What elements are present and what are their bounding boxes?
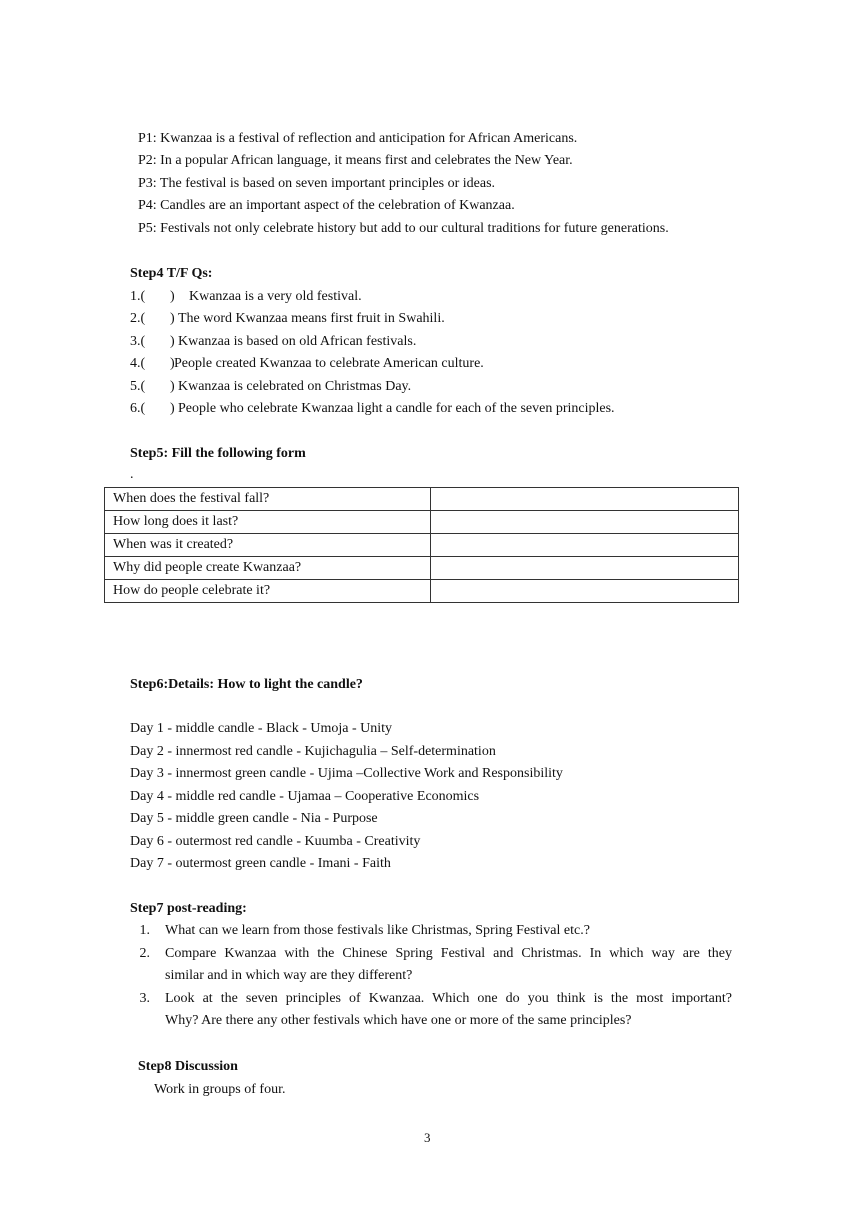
table-row xyxy=(105,557,739,580)
tf-number: 1.( xyxy=(130,289,146,304)
post-reading-question-1: What can we learn from those festivals like Christmas, Spring Festival etc.? xyxy=(165,923,590,938)
form-question: When does the festival fall? xyxy=(105,488,431,511)
form-answer-cell[interactable] xyxy=(431,534,739,557)
tf-statement: People who celebrate Kwanzaa light a candle for each of the seven principles. xyxy=(178,401,615,416)
question-number: 2. xyxy=(139,946,150,961)
step6-heading: Step6:Details: How to light the candle? xyxy=(130,677,363,692)
question-number: 3. xyxy=(139,991,150,1006)
post-reading-question-2-line-2: similar and in which way are they different? xyxy=(165,968,413,983)
tf-number: 4.( xyxy=(130,356,146,371)
day-6-line: Day 6 - outermost red candle - Kuumba - Creativity xyxy=(130,834,421,849)
day-7-line: Day 7 - outermost green candle - Imani - Faith xyxy=(130,856,391,871)
tf-number: 6.( xyxy=(130,401,146,416)
step8-heading: Step8 Discussion xyxy=(138,1059,238,1074)
tf-statement: Kwanzaa is based on old African festivals. xyxy=(178,334,417,349)
form-answer-cell[interactable] xyxy=(431,580,739,603)
tf-bracket-close: ) xyxy=(170,379,175,394)
tf-statement: People created Kwanzaa to celebrate American culture. xyxy=(174,356,484,371)
step8-instruction: Work in groups of four. xyxy=(154,1082,286,1097)
form-question: How do people celebrate it? xyxy=(105,580,431,603)
fill-form-table xyxy=(104,487,739,603)
form-answer-cell[interactable] xyxy=(431,511,739,534)
tf-bracket-close: ) xyxy=(170,289,175,304)
form-question: When was it created? xyxy=(105,534,431,557)
tf-bracket-close: ) xyxy=(170,334,175,349)
tf-number: 2.( xyxy=(130,311,146,326)
table-row xyxy=(105,534,739,557)
form-question: How long does it last? xyxy=(105,511,431,534)
step5-heading: Step5: Fill the following form xyxy=(130,446,306,461)
tf-statement: The word Kwanzaa means first fruit in Swahili. xyxy=(178,311,445,326)
passage-p2: P2: In a popular African language, it means first and celebrates the New Year. xyxy=(138,153,573,168)
tf-bracket-close: ) xyxy=(170,311,175,326)
form-question: Why did people create Kwanzaa? xyxy=(105,557,431,580)
day-5-line: Day 5 - middle green candle - Nia - Purpose xyxy=(130,811,378,826)
post-reading-question-3-line-2: Why? Are there any other festivals which have one or more of the same principles? xyxy=(165,1013,632,1028)
passage-p5: P5: Festivals not only celebrate history but add to our cultural traditions for future generations. xyxy=(138,221,669,236)
passage-p1: P1: Kwanzaa is a festival of reflection and anticipation for African Americans. xyxy=(138,131,578,146)
stray-dot: . xyxy=(130,467,134,482)
tf-statement: Kwanzaa is celebrated on Christmas Day. xyxy=(178,379,412,394)
day-2-line: Day 2 - innermost red candle - Kujichagulia – Self-determination xyxy=(130,744,496,759)
table-row xyxy=(105,488,739,511)
question-number: 1. xyxy=(139,923,150,938)
step4-heading: Step4 T/F Qs: xyxy=(130,266,213,281)
post-reading-question-2-line-1: Compare Kwanzaa with the Chinese Spring Festival and Christmas. In which way are they xyxy=(165,946,732,961)
form-answer-cell[interactable] xyxy=(431,488,739,511)
post-reading-question-3-line-1: Look at the seven principles of Kwanzaa. Which one do you think is the most important? xyxy=(165,991,732,1006)
tf-statement: Kwanzaa is a very old festival. xyxy=(189,289,362,304)
table-row xyxy=(105,511,739,534)
tf-number: 3.( xyxy=(130,334,146,349)
step7-heading: Step7 post-reading: xyxy=(130,901,247,916)
tf-number: 5.( xyxy=(130,379,146,394)
tf-bracket-close: ) xyxy=(170,356,175,371)
day-1-line: Day 1 - middle candle - Black - Umoja - Unity xyxy=(130,721,393,736)
form-answer-cell[interactable] xyxy=(431,557,739,580)
day-4-line: Day 4 - middle red candle - Ujamaa – Cooperative Economics xyxy=(130,789,480,804)
table-row xyxy=(105,580,739,603)
day-3-line: Day 3 - innermost green candle - Ujima –Collective Work and Responsibility xyxy=(130,766,563,781)
passage-p4: P4: Candles are an important aspect of the celebration of Kwanzaa. xyxy=(138,198,515,213)
page-number: 3 xyxy=(424,1130,431,1145)
tf-bracket-close: ) xyxy=(170,401,175,416)
passage-p3: P3: The festival is based on seven important principles or ideas. xyxy=(138,176,496,191)
